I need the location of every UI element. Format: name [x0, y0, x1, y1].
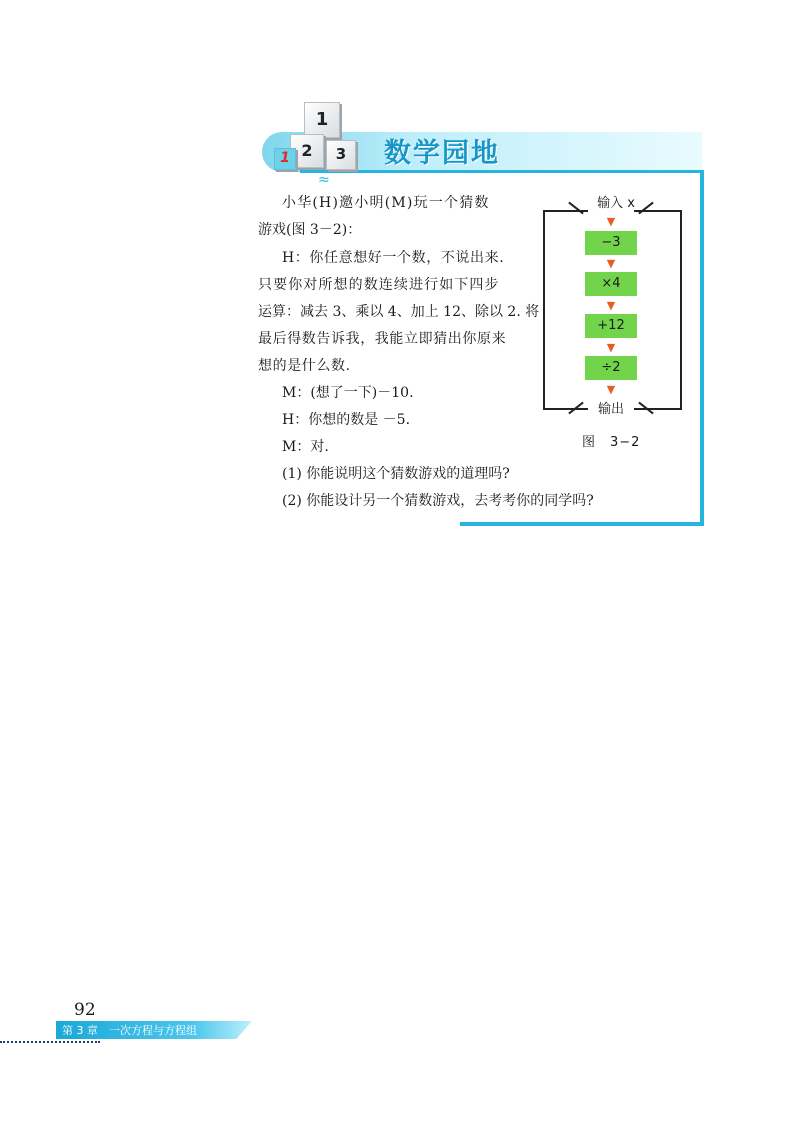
question-1: (1) 你能说明这个猜数游戏的道理吗? [282, 466, 510, 482]
cube-small: 1 [274, 148, 296, 170]
paragraph-line-8: M：(想了一下)－10. [282, 385, 414, 401]
section-title: 数学园地 [384, 138, 500, 169]
number-cubes-logo [268, 96, 368, 178]
paragraph-line-3: H：你任意想好一个数，不说出来. [282, 250, 505, 266]
cube-1: 1 [304, 102, 340, 138]
arrow-down-icon: ▼ [606, 383, 616, 396]
paragraph-line-9: H：你想的数是 －5. [282, 412, 411, 428]
paragraph-line-5: 运算：减去 3、乘以 4、加上 12、除以 2. 将 [258, 304, 540, 320]
paragraph-line-7: 想的是什么数. [258, 358, 351, 374]
flowchart-input-label: 输入 x [597, 196, 635, 211]
paragraph-line-6: 最后得数告诉我，我能立即猜出你原来 [258, 331, 507, 347]
paragraph-line-2: 游戏(图 3－2)： [258, 222, 362, 238]
paragraph-line-4: 只要你对所想的数连续进行如下四步 [258, 277, 500, 293]
arrow-down-icon: ▼ [606, 257, 616, 270]
figure-caption: 图 3−2 [582, 435, 641, 450]
cube-2: 2 [290, 134, 324, 168]
arrow-down-icon: ▼ [606, 341, 616, 354]
swirl-decoration: ≈ [318, 172, 330, 188]
flowchart-output-label: 输出 [597, 402, 624, 417]
frame-right-border [700, 170, 704, 526]
arrow-down-icon: ▼ [606, 215, 616, 228]
frame-bottom-border [460, 522, 704, 526]
paragraph-line-10: M：对. [282, 439, 329, 455]
cube-3: 3 [326, 140, 356, 170]
page-number: 92 [74, 1000, 96, 1020]
flowchart-step-add: +12 [585, 314, 637, 338]
flowchart-step-multiply: ×4 [585, 272, 637, 296]
flowchart-step-divide: ÷2 [585, 356, 637, 380]
arrow-down-icon: ▼ [606, 299, 616, 312]
flowchart-step-subtract: −3 [585, 231, 637, 255]
footer-dotted-rule [0, 1041, 100, 1043]
chapter-label: 第 3 章 一次方程与方程组 [62, 1024, 197, 1037]
question-2: (2) 你能设计另一个猜数游戏，去考考你的同学吗? [282, 493, 594, 509]
paragraph-line-1: 小华(H)邀小明(M)玩一个猜数 [282, 195, 490, 211]
